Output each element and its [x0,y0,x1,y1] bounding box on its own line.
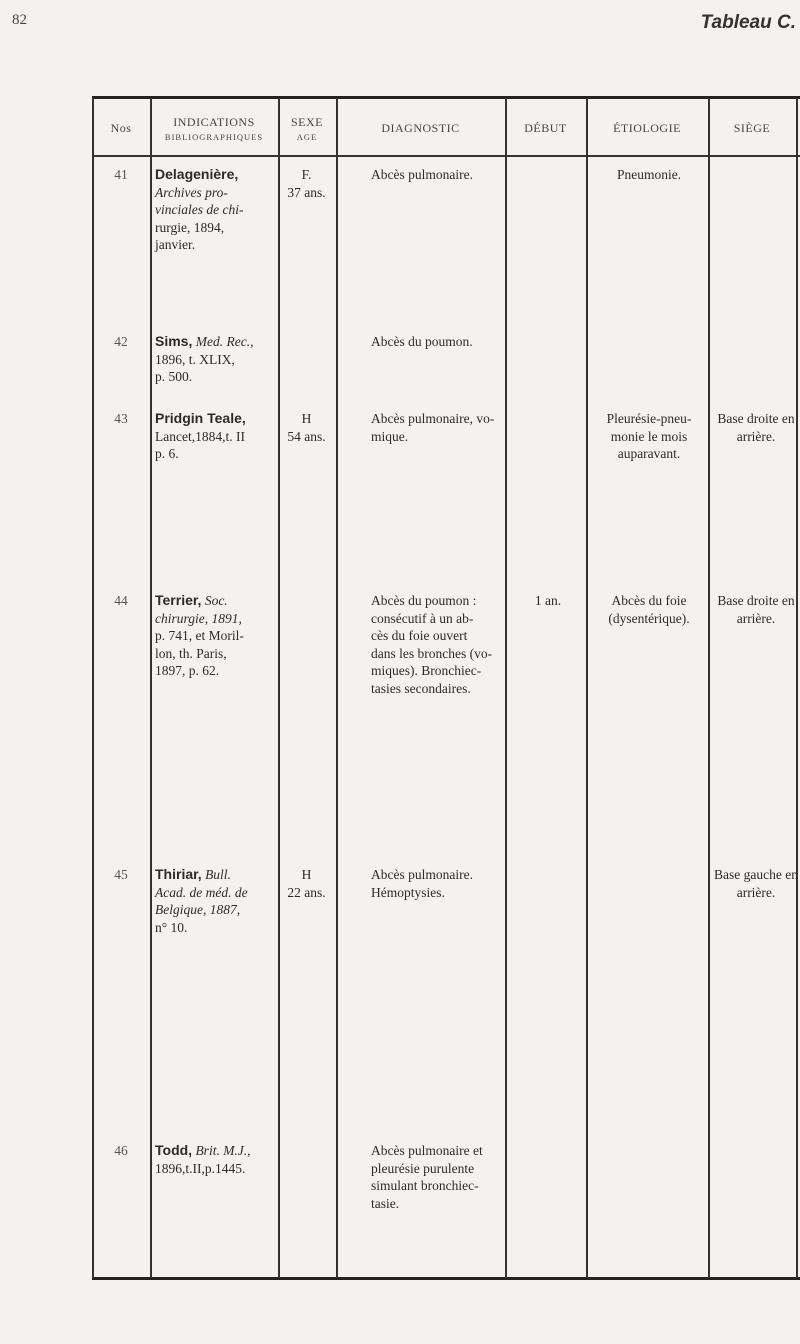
reference-line: p. 6. [155,446,179,461]
bibliographic-reference [155,1142,279,1177]
header-siege: SIÈGE [733,120,771,135]
author-name: Pridgin Teale, [155,410,246,426]
location [712,866,800,901]
running-title: Tableau C. [700,12,796,33]
reference-line: p. 741, et Moril- [155,628,244,643]
diagnostic [371,866,505,901]
reference-line: vinciales de chi- [155,202,244,217]
diagnostic [371,166,505,184]
diagnostic-line: mique. [371,428,409,444]
sex: F. [301,167,312,182]
location-line: arrière. [736,610,776,626]
observation-number: 45 [114,867,128,882]
reference-line: Lancet,1884,t. II [155,428,245,444]
observation-number: 43 [114,411,128,426]
bibliographic-reference [155,333,279,386]
journal-name: Brit. M.J., [195,1143,251,1158]
column-divider [505,98,507,1278]
diagnostic-line: Abcès pulmonaire. [371,867,473,882]
bibliographic-reference [155,592,279,680]
sex-age [278,866,335,901]
onset: 1 an. [534,593,562,608]
etiology-line: (dysentérique). [608,610,690,626]
journal-name: Soc. [204,593,228,608]
diagnostic-line: consécutif à un ab- [371,610,474,626]
bibliographic-reference [155,866,279,936]
location [712,410,800,445]
observations-table [92,96,800,1302]
diagnostic [371,333,505,351]
column-divider [92,98,94,1278]
reference-line: 1897, p. 62. [155,663,220,678]
etiology-line: monie le mois [610,428,688,444]
location-line: Base droite en [717,411,795,426]
age: 54 ans. [287,428,326,444]
reference-line: Belgique, 1887, [155,902,241,917]
journal-name: Bull. [205,867,231,882]
diagnostic [371,410,505,445]
table-bottom-rule [92,1277,800,1280]
header-separator-rule [92,155,800,157]
diagnostic [371,592,505,697]
etiology-line: Pleurésie-pneu- [606,411,692,426]
diagnostic-line: Abcès pulmonaire et [371,1143,483,1158]
location-line: arrière. [736,428,776,444]
reference-line: 1896, t. XLIX, [155,351,235,367]
observation-number: 42 [114,334,128,349]
bibliographic-reference [155,166,279,254]
header-indications: INDICATIONS BIBLIOGRAPHIQUES [164,114,264,142]
location-line: Base droite en [717,593,795,608]
age: 37 ans. [287,184,326,200]
header-debut: DÉBUT [524,120,567,135]
reference-line: chirurgie, 1891, [155,610,242,626]
author-name: Todd, [155,1142,193,1158]
author-name: Terrier, [155,592,202,608]
sex: H [301,867,312,882]
column-divider [336,98,338,1278]
observation-number: 44 [114,593,128,608]
author-name: Thiriar, [155,866,202,882]
diagnostic-line: Abcès du poumon. [371,334,473,349]
etiology-line: Abcès du foie [611,593,687,608]
diagnostic [371,1142,505,1212]
header-etiologie: ÉTIOLOGIE [613,120,681,135]
journal-name: Med. Rec., [195,334,254,349]
reference-line: p. 500. [155,369,193,384]
header-numero: Nos [110,120,132,135]
etiology [589,166,709,184]
etiology [589,410,709,463]
diagnostic-line: cès du foie ouvert [371,628,468,643]
reference-line: n° 10. [155,919,188,935]
diagnostic-line: tasies secondaires. [371,680,471,696]
age: 22 ans. [287,884,326,900]
column-divider [796,98,798,1278]
location-line: arrière. [736,884,776,900]
diagnostic-line: Hémoptysies. [371,884,445,900]
column-divider [708,98,710,1278]
diagnostic-line: Abcès pulmonaire, vo- [371,411,495,426]
diagnostic-line: pleurésie purulente [371,1160,475,1176]
reference-line: 1896,t.II,p.1445. [155,1160,246,1176]
diagnostic-line: Abcès pulmonaire. [371,167,473,182]
etiology-line: auparavant. [617,446,681,461]
reference-line: janvier. [155,237,196,252]
column-divider [150,98,152,1278]
observation-number: 41 [114,167,128,182]
reference-line: rurgie, 1894, [155,219,225,235]
diagnostic-line: miques). Bronchiec- [371,663,482,678]
author-name: Delagenière, [155,166,239,182]
column-divider [586,98,588,1278]
sex-age [278,410,335,445]
etiology-line: Pneumonie. [616,167,682,182]
header-diagnostic: DIAGNOSTIC [381,120,460,135]
reference-line: lon, th. Paris, [155,645,227,661]
location [712,592,800,627]
table-top-rule [92,96,800,99]
bibliographic-reference [155,410,279,463]
sex-age [278,166,335,201]
etiology [589,592,709,627]
diagnostic-line: Abcès du poumon : [371,593,477,608]
reference-line: Archives pro- [155,184,228,200]
author-name: Sims, [155,333,193,349]
diagnostic-line: simulant bronchiec- [371,1178,479,1193]
diagnostic-line: tasie. [371,1195,400,1211]
column-divider [278,98,280,1278]
header-sexe-age: SEXE AGE [291,114,323,142]
page-number: 82 [12,12,27,28]
diagnostic-line: dans les bronches (vo- [371,645,493,661]
sex: H [301,411,312,426]
location-line: Base gauche en [714,867,798,882]
observation-number: 46 [114,1143,128,1158]
reference-line: Acad. de méd. de [155,884,248,900]
